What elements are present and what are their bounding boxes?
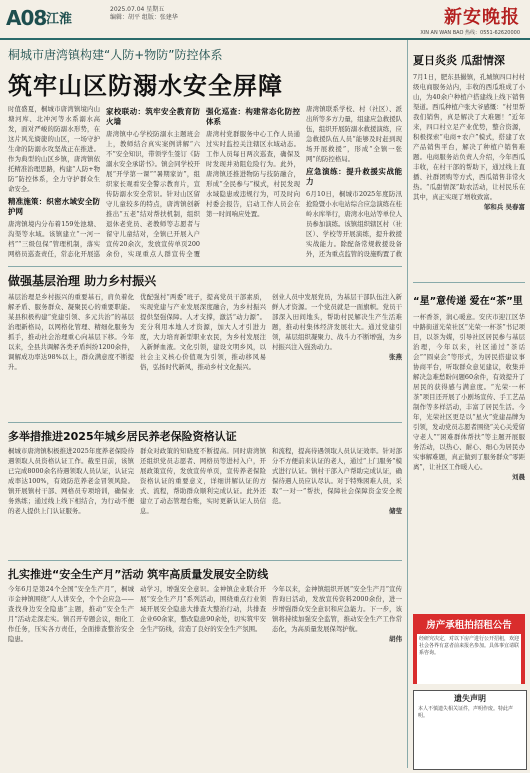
lead-paragraph: 唐湾村党群服务中心工作人员通过实时监控关注辖区水域动态。工作人员每日两次巡查，确保及时发现并劝阻危险行为。此外，唐湾镇还推进物防与技防融合，形成“全民参与”模式，村民发现水域隐患或违规行为，可及时向村委会报告，启动工作人员会在第一时间响应处置。 bbox=[206, 130, 300, 218]
safety-byline: 胡伟 bbox=[389, 635, 402, 643]
insurance-column-3 bbox=[272, 446, 402, 552]
divider bbox=[8, 266, 402, 267]
issue-date: 2025.07.04 星期五 bbox=[110, 6, 165, 13]
column-divider bbox=[407, 40, 408, 768]
right-story2-title: “星”意传递 爱在“茶”里 bbox=[413, 296, 523, 307]
insurance-byline: 储莹 bbox=[389, 507, 402, 515]
lead-column-2 bbox=[106, 104, 200, 260]
rental-ad bbox=[413, 614, 525, 684]
divider bbox=[413, 282, 525, 283]
safety-column-2: 动学习，增强安全意识。金神镇企业联合开展“安全生产月”系列活动，围绕重点行业领域开展安全隐患大排查大整治行动，共排查企业60余家，整改隐患90余处，切实筑牢安全生产防线，营造了良好的安全生产氛围。 bbox=[140, 585, 266, 633]
logo-subtext: XIN AN WAN BAO 热线：0551-62620000 bbox=[420, 30, 520, 36]
insurance-paragraph: 和流程，提高待遇领取人员认证效率。针对部分不方便前来认证的老人，通过“上门服务”模式进行认证。镇村干部入户帮助完成认证，确保待遇人员应认尽认。对于特殊困难人员，采取“一对一”帮扶，保障社会保障资金安全规范。 bbox=[272, 447, 402, 505]
right-story2-body bbox=[413, 312, 525, 608]
mid-story-title: 做强基层治理 助力乡村振兴 bbox=[8, 274, 157, 288]
right-story2-byline: 刘晨 bbox=[512, 473, 525, 481]
logo-text: 新安晚报 bbox=[444, 7, 520, 28]
lead-paragraph: 唐湾镇中心学校防溺水主题班会上，教师结合真实案例讲解“六不”安全知识，带领学生签订《防溺水安全承诺书》。镇会同学校开展“开学第一课”“暑期家访”，组织家长观看安全警示教育片，宣传防溺水安全常识。针对山区留守儿童较多的特点，唐湾镇创新推出“五老”结对帮扶机制，组织退休老党员、老教师等志愿者与留守儿童结对，全镇已开展入户宣传20余次，发放宣传单页200余份，实现重点人群宣传全覆 bbox=[106, 130, 200, 258]
lead-kicker: 桐城市唐湾镇构建“人防+物防”防控体系 bbox=[8, 48, 223, 62]
lead-paragraph: 唐湾镇境内分布着159处池塘、沟渠等水域。该镇建立“一河一档”“三级包保”管理机制，落实网格员巡查责任，常态化开展巡 bbox=[8, 220, 100, 258]
divider bbox=[8, 422, 402, 423]
lead-subheading-3: 强化巡查：构建常态化防控体系 bbox=[206, 107, 300, 126]
lead-column-3 bbox=[206, 104, 300, 260]
rental-ad-title: 房产承租拍招租公告 bbox=[426, 620, 512, 631]
lead-paragraph: 6月10日，桐城市2025年度防汛抢险暨小水电站综合应急演练在桂岭水库举行，唐湾水电站等单位人员参加演练。该镇组织辖区村（社区）、学校等开展演练，提升救援实战能力。除配备常规救援设备外，还为重点监管的设施购置了救 bbox=[306, 190, 402, 258]
safety-column-3 bbox=[272, 584, 402, 768]
lead-subheading-1: 精准施策：织密水域安全防护网 bbox=[8, 197, 100, 216]
lost-notice-title: 遗失声明 bbox=[454, 694, 486, 703]
lead-column-4 bbox=[306, 104, 402, 260]
mid-column-2: 优配强村“两委”班子，提高党员干部素质，实现党建与产业发展深度融合，为乡村振兴提供坚强保障。人才支撑，激活“动力源”。充分利用本地人才资源，加大人才引进力度，大力培育新型职业农民，为乡村发展注入新鲜血液。文化引领，建设文明乡风，以社会主义核心价值观为引领，推动移风易俗，弘扬时代新风，推动乡村文化振兴。 bbox=[140, 293, 266, 371]
insurance-column-2: 群众对政策的知晓度不断提高。同时唐湾镇还组织党员志愿者、网格员等进村入户，开展政策宣传，发放宣传单页，宣传养老保险资格认证的重要意义，详细讲解认证的方式、流程，帮助群众顺利完成认证。此外还建立了动态管理台账，实时更新认证人员信息。 bbox=[140, 447, 266, 515]
lead-subheading-2: 家校联动：筑牢安全教育防火墙 bbox=[106, 107, 200, 126]
mid-paragraph: 创业人员中发展党员，为基层干部队伍注入新鲜人才资源。一个党员就是一面旗帜。党员干部深入田间地头，帮助村民解决生产生活难题，推动村集体经济发展壮大。通过党建引领，基层组织凝聚力、战斗力不断增强，为乡村振兴注入强劲动力。 bbox=[272, 293, 402, 351]
lead-paragraph: 时值盛夏，桐城市唐湾镇境内山塘河库、北冲河等水系溺水高发，面对严峻的防溺水形势，在这片风光旖旎的山区，一场守护生命的防溺水攻坚战正在推进。作为典型的山区乡镇，唐湾镇依托精准治理思路，构建“人防+物防”防控体系，全力守护群众生命安全。 bbox=[8, 105, 100, 193]
safety-paragraph: 今年以来，金神镇组织开展“安全生产月”宣传咨询日活动，发放宣传资料2000余份，进一步增强群众安全意识和应急能力。下一步，该镇将持续加强安全监管，推动安全生产工作常态化，为高质量发展保驾护航。 bbox=[272, 585, 402, 633]
mid-byline: 张燕 bbox=[389, 353, 402, 361]
mid-column-3 bbox=[272, 292, 402, 416]
page-number: A08 bbox=[6, 6, 47, 30]
editor-credits: 编辑：胡平 组版：张建华 bbox=[110, 14, 178, 21]
lead-column-1 bbox=[8, 104, 100, 260]
right-story2-paragraph: 一杯香茶，润心暖意。安庆市迎江区华中路街道光荣社区“光荣·一杯茶”书记项目，以茶为媒，引导社区居民参与基层治理，今年以来，社区通过“茶话会”“圆桌会”等形式，为居民搭建议事协商平台，听取群众意见建议，收集并解决急难愁盼问题60余件，有效提升了居民的获得感与满意度。“光荣·一杯茶”项目还开展了小剧场宣传、手工艺品制作等多样活动，丰富了居民生活。今年，光荣社区更是以“星火”党建品牌为引领，发动党员志愿者围绕“关心关爱留守老人”“困难群体帮扶”等主题开展服务活动，以热心、耐心、细心为居民办实事解难题，真正做到了服务群众“零距离”，让社区工作暖人心。 bbox=[413, 313, 525, 471]
insurance-story-title: 多举措推进2025年城乡居民养老保险资格认证 bbox=[8, 430, 237, 443]
rental-ad-body: 经研究决定，对以下房产进行公开招租，欢迎社会各界有意者前来报名参加。具体事宜请联系咨询。 bbox=[417, 634, 521, 684]
lead-subheading-4: 应急演练：提升救援实战能力 bbox=[306, 167, 402, 186]
page-header bbox=[0, 0, 530, 40]
lead-headline: 筑牢山区防溺水安全屏障 bbox=[8, 72, 283, 100]
divider bbox=[8, 560, 402, 561]
safety-story-title: 扎实推进“安全生产月”活动 筑牢高质量发展安全防线 bbox=[8, 568, 269, 581]
right-story-title: 夏日炎炎 瓜甜情深 bbox=[413, 54, 505, 67]
right-story-byline: 邹和兵 吴春富 bbox=[483, 203, 525, 211]
insurance-column-1: 桐城市唐湾镇积极推进2025年度养老保险待遇领取人员资格认证工作。截至目前，该镇已完成8000余名待遇领取人员认证，认证完成率达100%，有效防范养老金冒领风险。镇开展镇村干部、网格员专项培训，确保业务熟练；通过线上线下相结合，为行动不便的老人提供上门认证服务。 bbox=[8, 447, 134, 515]
lost-notice-body: 本人不慎遗失相关证件，声明作废。特此声明。 bbox=[418, 706, 514, 719]
lead-paragraph: 唐湾镇联系学校、村（社区）、派出所等多方力量，组建应急救援队伍，组织开展防溺水救援演练，应急救援队伍人员“能够及时赶到现场开展救援”，形成“全镇一张网”的防控格局。 bbox=[306, 105, 402, 163]
newspaper-logo bbox=[380, 3, 520, 35]
mid-column-1: 基层治理是乡村振兴的重要基石，肩负着化解矛盾、服务群众、凝聚民心的重要职能。某县积极构建“党建引领、多元共治”的基层治理新格局，以网格化管理、精细化服务为抓手，推动社会治理重心向基层下移。今年以来，全县共调解各类矛盾纠纷1200余件，调解成功率达98%以上，群众满意度不断提升。 bbox=[8, 293, 134, 371]
issue-meta bbox=[110, 6, 230, 22]
lost-notice bbox=[413, 690, 527, 770]
safety-column-1: 今年6月是第24个全国“安全生产月”，桐城市金神镇围绕“人人讲安全，个个会应急——查找身边安全隐患”主题，推动“安全生产月”活动走深走实。镇召开专题会议，细化工作任务，压实各方责任，全面排查整治安全隐患。 bbox=[8, 585, 134, 643]
right-story-body bbox=[413, 72, 525, 276]
section-name: 江淮 bbox=[46, 12, 73, 27]
right-story-paragraph: 7月1日，肥东县撮镇，孔城镇四口村村级电商服务站内，丰收的西瓜堆成了小山，为40余户种植户搭建线上线下销售渠道。西瓜种植户张大爷感慨：“村里帮我们销售，真是解决了大难题！”近年来，四口村立足产业优势，整合资源，积极探索“电商+农户”模式，搭建了农产品销售平台，解决了种植户销售难题。电商服务站负责人介绍，今年西瓜丰收，在村干部的帮助下，通过线上直播、社群团购等方式，西瓜销售非常火热。“瓜甜情深”助农活动，让村民乐在其中，真正实现了增收致富。 bbox=[413, 73, 525, 201]
